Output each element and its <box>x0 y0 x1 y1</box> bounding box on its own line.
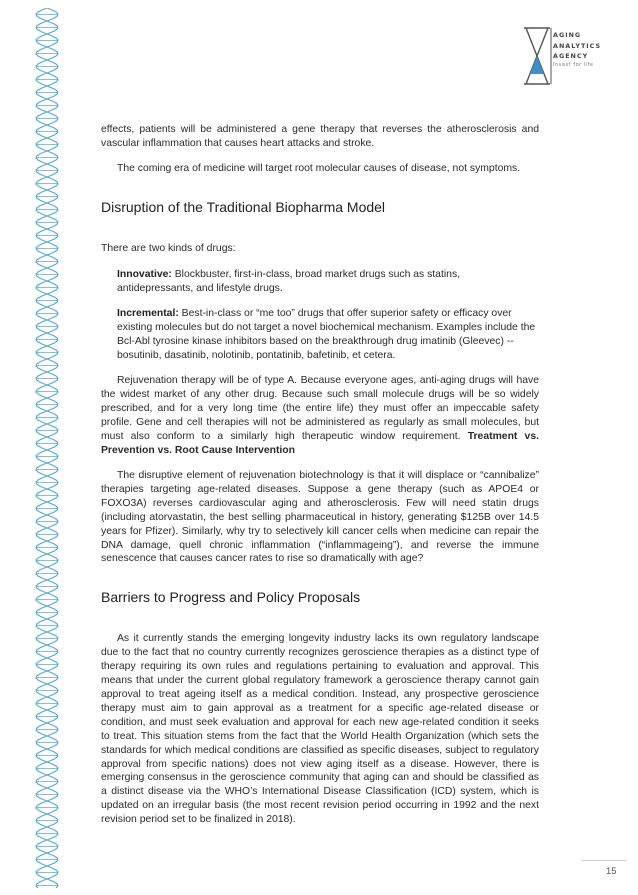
paragraph-rejuvenation-type <box>101 374 539 457</box>
incremental-text: Best-in-class or “me too” drugs that offer superior safety or efficacy over existing molecules but do not target a novel biochemical mechanism. Examples include the Bcl-Abl tyrosine kinase inhibitors based on the breakthrough drug imatinib (Gleevec) -- bosutinib, dasatinib, nolotinib, pontatinib, bafetinib, et cetera. <box>117 307 536 361</box>
section-heading-barriers: Barriers to Progress and Policy Proposals <box>101 589 361 606</box>
paragraph-root-causes: The coming era of medicine will target root molecular causes of disease, not symptoms. <box>117 163 521 175</box>
dna-strand-2 <box>36 8 58 888</box>
list-item-innovative <box>117 268 539 296</box>
dna-strand-1 <box>36 8 58 888</box>
innovative-text: Blockbuster, first-in-class, broad market drugs such as statins, antidepressants, and lifestyle drugs. <box>117 268 461 294</box>
section-heading-disruption: Disruption of the Traditional Biopharma Model <box>101 199 386 216</box>
logo-tagline: Invest for life <box>553 63 594 68</box>
logo-line-agency: AGENCY <box>553 52 589 60</box>
logo-line-aging: AGING <box>553 31 582 39</box>
paragraph-disruptive-element: The disruptive element of rejuvenation biotechnology is that it will displace or “cannibalize” therapies targeting age-related diseases. Suppose a gene therapy (such as APOE4 or FOXO3A) reverses cardiovascular aging and atherosclerosis. Few will need statin drugs (including atorvastatin, the best selling pharmaceutical in history, generating $125B over 14.5 years for Pfizer). Similarly, why try to selectively kill cancer cells when medicine can repair the DNA damage, quell chronic inflammation (“inflammageing”), and reverse the immune senescence that causes cancer rates to rise so dramatically with age? <box>101 470 539 565</box>
paragraph-regulatory-landscape: As it currently stands the emerging longevity industry lacks its own regulatory landscape due to the fact that no country currently recognizes geroscience therapies as a distinct type of therapy requiring its own rules and regulations pertaining to evaluation and approval. This means that under the current global regulatory framework a geroscience therapy cannot gain approval to treat ageing itself as a medical condition. Instead, any prospective geroscience therapy must aim to gain approval as a treatment for a specific age-related disease or condition, and must seek evaluation and approval for each new age-related condition it seeks to treat. This situation stems from the fact that the World Health Organization (which sets the standards for which medical conditions are classified as specific diseases, subject to regulatory approval from specific nations) does not view aging itself as a disease. However, there is emerging consensus in the geroscience community that aging can and should be classified as a distinct disease via the WHO’s International Disease Classification (ICD) system, which is updated on an irregular basis (the most recent revision period occurring in 1992 and the next revision period set to be finalized in 2018). <box>101 633 539 826</box>
page-number: 15 <box>606 866 617 877</box>
dna-helix-decoration <box>34 8 60 888</box>
treatment-prevention-link: Treatment vs. Prevention vs. Root Cause Intervention <box>101 430 539 456</box>
paragraph-continued: effects, patients will be administered a gene therapy that reverses the atherosclerosis and vascular inflammation that causes heart attacks and stroke. <box>101 124 539 149</box>
logo-line-analytics: ANALYTICS <box>553 41 602 50</box>
rejuvenation-text: Rejuvenation therapy will be of type A. Because everyone ages, anti-aging drugs will have the widest market of any other drug. Because such small molecule drugs will be so widely prescribed, and for a very long time (the entire life) they must offer an impeccable safety profile. Gene and cell therapies will not be administered as regularly as small molecules, but must also conform to a similarly high therapeutic window requirement. <box>101 375 539 442</box>
paragraph-drug-kinds-intro: There are two kinds of drugs: <box>101 243 236 255</box>
innovative-label: Innovative: <box>117 268 172 280</box>
logo-wordmark <box>553 30 601 62</box>
page-body <box>101 123 539 839</box>
incremental-label: Incremental: <box>117 307 179 319</box>
footer-divider <box>582 860 626 861</box>
list-item-incremental <box>117 307 539 363</box>
